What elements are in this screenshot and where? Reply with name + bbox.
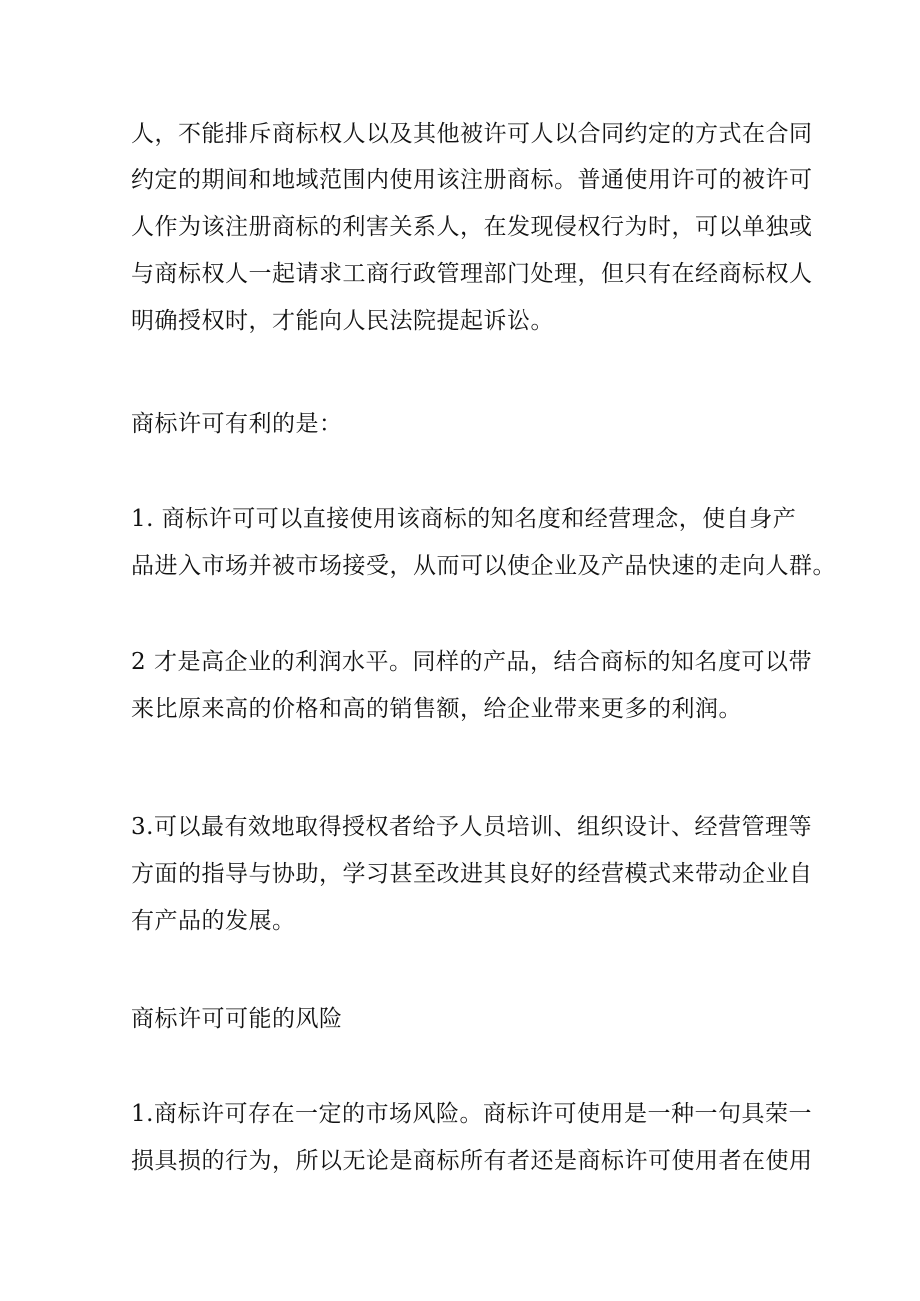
risk-1-line-2: 损具损的行为，所以无论是商标所有者还是商标许可使用者在使用 — [131, 1148, 813, 1174]
advantage-3-line-3: 有产品的发展。 — [131, 908, 296, 934]
advantage-2-line-2: 来比原来高的价格和高的销售额，给企业带来更多的利润。 — [131, 696, 742, 722]
heading-advantages: 商标许可有利的是： — [131, 411, 343, 437]
advantage-3-line-2: 方面的指导与协助，学习甚至改进其良好的经营模式来带动企业自 — [131, 861, 813, 887]
risk-1-line-1: 1.商标许可存在一定的市场风险。商标许可使用是一种一句具荣一 — [131, 1101, 812, 1127]
advantage-3-line-1: 3.可以最有效地取得授权者给予人员培训、组织设计、经营管理等 — [131, 814, 812, 840]
advantage-1-line-2: 品进入市场并被市场接受，从而可以使企业及产品快速的走向人群。 — [131, 553, 836, 579]
heading-risks: 商标许可可能的风险 — [131, 1006, 343, 1032]
advantage-1-line-1: 1. 商标许可可以直接使用该商标的知名度和经营理念，使自身产 — [131, 506, 797, 532]
paragraph-1-line-1: 人，不能排斥商标权人以及其他被许可人以合同约定的方式在合同 — [131, 121, 813, 147]
paragraph-1-line-3: 人作为该注册商标的利害关系人，在发现侵权行为时，可以单独或 — [131, 214, 813, 240]
advantage-2-line-1: 2 才是高企业的利润水平。同样的产品，结合商标的知名度可以带 — [131, 649, 812, 675]
paragraph-1-line-5: 明确授权时，才能向人民法院提起诉讼。 — [131, 308, 554, 334]
paragraph-1-line-4: 与商标权人一起请求工商行政管理部门处理，但只有在经商标权人 — [131, 261, 813, 287]
paragraph-1-line-2: 约定的期间和地域范围内使用该注册商标。普通使用许可的被许可 — [131, 167, 813, 193]
